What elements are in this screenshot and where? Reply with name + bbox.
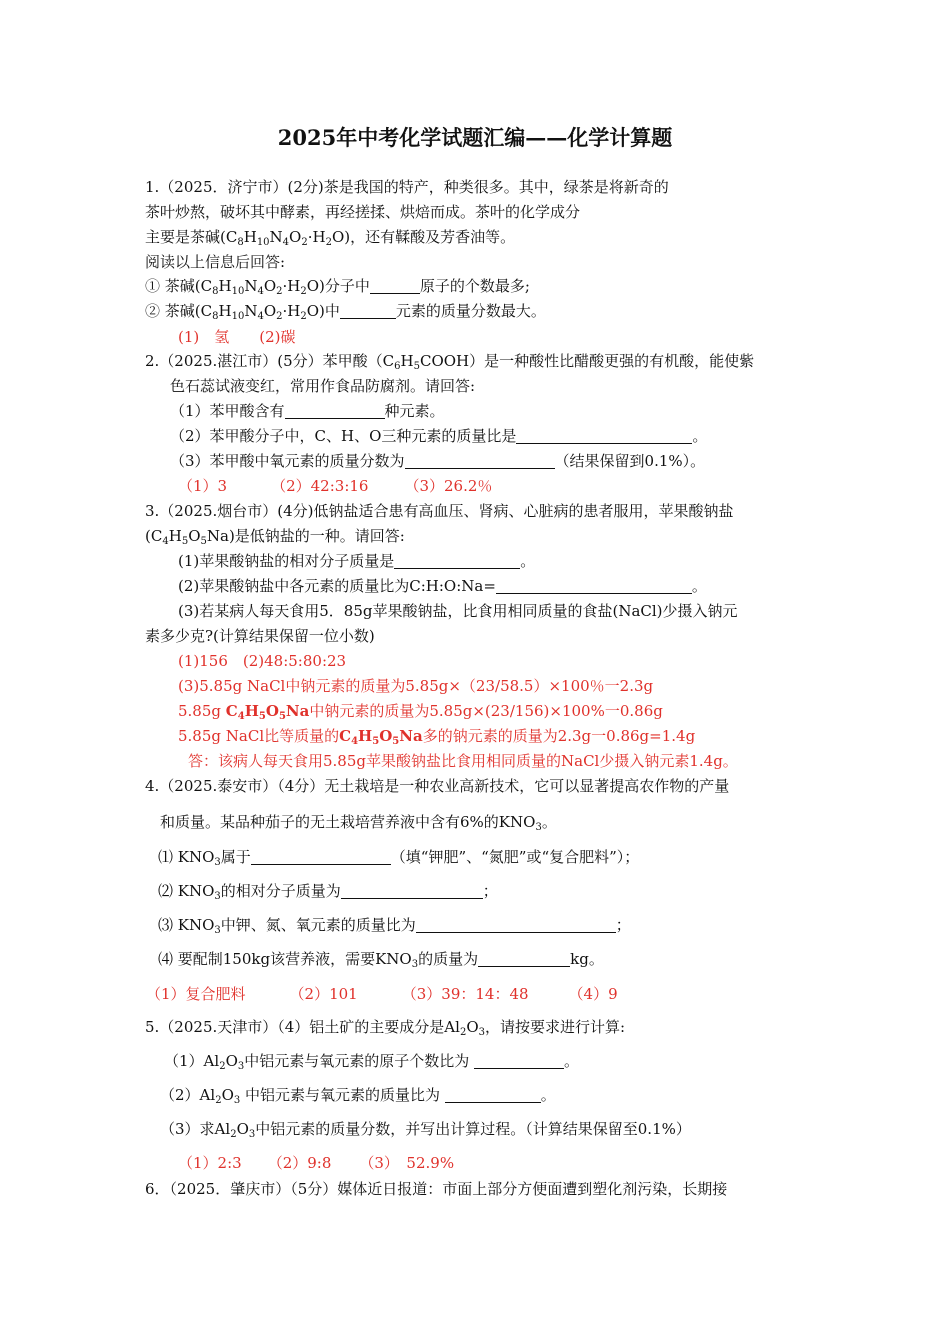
q1-text-2: 茶叶炒熬，破坏其中酵素，再经搓揉、烘焙而成。茶叶的化学成分: [145, 203, 581, 221]
q4-answer-1: （1）复合肥料: [146, 985, 246, 1003]
q4-s3-mid: 中钾、氮、氧元素的质量比为: [220, 916, 416, 934]
answer-blank[interactable]: [340, 303, 396, 319]
q2-s1-pre: （1）苯甲酸含有: [170, 402, 285, 420]
q3-answer-5-text: 答：该病人每天食用5.85g苹果酸钠盐比食用相同质量的NaCl少摄入钠元素1.4g。: [188, 752, 738, 770]
q4-text-2b: 。: [541, 813, 557, 831]
q5-answers: [178, 1153, 454, 1173]
q3-s1-pre: (1)苹果酸钠盐的相对分子质量是: [178, 552, 395, 570]
answer-blank[interactable]: [370, 278, 420, 294]
answer-blank[interactable]: [405, 453, 555, 469]
q3-text-1: 3.（2025.烟台市）(4分)低钠盐适合患有高血压、肾病、心脏病的患者服用，苹果酸钠盐: [145, 502, 734, 520]
q2-s3-post: （结果保留到0.1%）。: [554, 452, 706, 470]
q2-text-1c: COOH）是一种酸性比醋酸更强的有机酸，能使紫: [419, 352, 755, 370]
answer-blank[interactable]: [445, 1087, 541, 1103]
answer-blank[interactable]: [516, 428, 692, 444]
q2-s2-pre: （2）苯甲酸分子中，C、H、O三种元素的质量比是: [170, 427, 517, 445]
q1-s1-mid: )分子中: [319, 277, 370, 295]
q3-text-3b: 素多少克?(计算结果保留一位小数): [145, 627, 375, 645]
answer-blank[interactable]: [474, 1053, 564, 1069]
q3-answer-4b: 多的钠元素的质量为2.3g一0.86g=1.4g: [422, 727, 696, 745]
q5-s1-pre: （1）Al: [164, 1052, 220, 1070]
q3-sub-3-cont: [145, 626, 375, 646]
q3-answer-4: 5.85g NaCl比等质量的$C_4H_5O_5Na$多的钠元素的质量为2.3g一0.86g=1.4g: [178, 727, 696, 747]
q4-answer-2: （2）101: [289, 985, 358, 1003]
q4-answers: [146, 984, 618, 1004]
q4-sub-1: ⑴ $KNO_3$属于 （填“钾肥”、“氮肥”或“复合肥料”）；: [158, 848, 640, 868]
q3-answer-4a: 5.85g NaCl比等质量的: [178, 727, 340, 745]
q1-text-1: 1.（2025．济宁市）(2分)茶是我国的特产，种类很多。其中，绿茶是将新奇的: [145, 178, 669, 196]
q2-text-1b: H: [400, 352, 414, 370]
q1-line-2: [145, 202, 580, 222]
q2-text-2: 色石蕊试液变红，常用作食品防腐剂。请回答:: [170, 377, 476, 395]
q1-text-3a: 主要是茶碱(: [145, 228, 226, 246]
q2-sub-2: [170, 426, 707, 446]
q4-s2-mid: 的相对分子质量为: [220, 882, 341, 900]
q5-s3-pre: （3）求Al: [160, 1120, 231, 1138]
q4-s1-pre: ⑴ KNO: [158, 848, 215, 866]
q1-s2-mid: )中: [319, 302, 340, 320]
q4-sub-4: ⑷ 要配制150kg该营养液，需要$KNO_3$的质量为 kg。: [158, 950, 604, 970]
q3-sub-2: [178, 576, 707, 596]
q4-answer-3: （3）39：14：48: [401, 985, 529, 1003]
q3-answer-3b: 中钠元素的质量为5.85g×(23/156)×100%一0.86g: [309, 702, 663, 720]
q6-text-1: 6．（2025．肇庆市）（5分）媒体近日报道：市面上部分方便面遭到塑化剂污染，长期接: [145, 1180, 728, 1198]
q1-answer-1: (1) 氢: [178, 328, 230, 346]
q5-answer-3: （3） 52.9%: [359, 1154, 455, 1172]
q4-line-2: 和质量。某品种茄子的无土栽培营养液中含有6%的$KNO_3$。: [160, 813, 557, 833]
q2-answer-3: （3）26.2％: [404, 477, 493, 495]
q4-s2-post: ；: [482, 882, 498, 900]
q4-s4-post: kg。: [570, 950, 604, 968]
q4-sub-3: ⑶ $KNO_3$中钾、氮、氧元素的质量比为 ；: [158, 916, 631, 936]
q4-s4-mid: 的质量为: [418, 950, 479, 968]
q4-s3-pre: ⑶ KNO: [158, 916, 215, 934]
q3-s2-post: 。: [691, 577, 707, 595]
q5-text-1a: 5.（2025.天津市）（4）铝土矿的主要成分是Al: [145, 1018, 460, 1036]
q4-s3-post: ；: [615, 916, 631, 934]
q1-s1-pre: ① 茶碱(: [145, 277, 201, 295]
q1-text-4: 阅读以上信息后回答:: [145, 253, 286, 271]
q3-text-3: (3)若某病人每天食用5．85g苹果酸钠盐，比食用相同质量的食盐(NaCl)少摄入钠元: [178, 602, 738, 620]
q3-line-1: [145, 501, 734, 521]
q5-text-1b: ，请按要求进行计算:: [485, 1018, 626, 1036]
q1-line-1: [145, 177, 669, 197]
answer-blank[interactable]: [341, 883, 483, 899]
q1-answers: [178, 327, 296, 347]
q3-line-2: $(C_4H_5O_5Na)$是低钠盐的一种。请回答:: [145, 527, 405, 547]
q1-sub-1: [145, 276, 530, 296]
q2-line-2: [170, 376, 475, 396]
q4-line-1: [145, 776, 729, 796]
q1-s2-post: 元素的质量分数最大。: [395, 302, 546, 320]
q2-s3-pre: （3）苯甲酸中氧元素的质量分数为: [170, 452, 405, 470]
q3-answer-3a: 5.85g: [178, 702, 226, 720]
q4-s1-mid: 属于: [220, 848, 251, 866]
q3-s2-pre: (2)苹果酸钠盐中各元素的质量比为C:H:O:Na=: [178, 577, 496, 595]
caffeine-formula: $C_8H_{10}N_4O_2\cdot H_2O$: [200, 277, 320, 297]
q1-line-3: [145, 227, 515, 247]
q5-s2-pre: （2）Al: [160, 1086, 216, 1104]
q2-answers: [178, 476, 492, 496]
q1-answer-2: (2)碳: [259, 328, 296, 346]
caffeine-formula: $C_8H_{10}N_4O_2\cdot H_2O$: [225, 228, 345, 248]
q2-text-1a: 2.（2025.湛江市）(5分）苯甲酸（C: [145, 352, 395, 370]
q5-s1-post: 。: [564, 1052, 580, 1070]
answer-blank[interactable]: [251, 849, 391, 865]
q3-sub-3: [178, 601, 738, 621]
q5-answer-2: （2）9:8: [267, 1154, 332, 1172]
q2-answer-1: （1）3: [178, 477, 228, 495]
answer-blank[interactable]: [416, 917, 616, 933]
q6-line-1: [145, 1179, 727, 1199]
q3-answer-3: 5.85g $C_4H_5O_5Na$中钠元素的质量为5.85g×(23/156)×100%一0.86g: [178, 702, 663, 722]
answer-blank[interactable]: [478, 951, 570, 967]
q4-text-2: 和质量。某品种茄子的无土栽培营养液中含有6%的KNO: [160, 813, 536, 831]
q5-s1-mid: 中铝元素与氧元素的原子个数比为: [244, 1052, 475, 1070]
answer-blank[interactable]: [496, 578, 692, 594]
q3-s1-post: 。: [520, 552, 536, 570]
q3-text-2a: (C: [145, 527, 163, 545]
q4-s4-pre: ⑷ 要配制150kg该营养液，需要KNO: [158, 950, 412, 968]
q2-line-1: 2.（2025.湛江市）(5分）苯甲酸$(C_6H_5COOH)$是一种酸性比醋酸更强的有机酸，能使紫: [145, 352, 755, 372]
q3-text-2b: )是低钠盐的一种。请回答:: [228, 527, 405, 545]
q3-sub-1: [178, 551, 535, 571]
page-title: 2025年中考化学试题汇编——化学计算题: [277, 125, 673, 150]
q3-answer-5: [188, 751, 738, 771]
q4-text-1: 4.（2025.泰安市）（4分）无土栽培是一种农业高新技术，它可以显著提高农作物的产量: [145, 777, 730, 795]
q5-sub-3: （3）求$Al_2O_3$中铝元素的质量分数，并写出计算过程。（计算结果保留至0.1%）: [160, 1120, 691, 1140]
q1-s2-pre: ② 茶碱(: [145, 302, 201, 320]
q1-line-4: [145, 252, 285, 272]
q5-s2-mid: 中铝元素与氧元素的质量比为: [240, 1086, 445, 1104]
answer-blank[interactable]: [394, 553, 520, 569]
q2-s1-post: 种元素。: [384, 402, 445, 420]
q4-sub-2: ⑵ $KNO_3$的相对分子质量为 ；: [158, 882, 498, 902]
answer-blank[interactable]: [285, 403, 385, 419]
q1-s1-post: 原子的个数最多;: [419, 277, 530, 295]
q2-sub-1: [170, 401, 445, 421]
q3-answer-1-text: (1)156 (2)48:5:80:23: [178, 652, 347, 670]
q5-s2-post: 。: [540, 1086, 556, 1104]
q4-answer-4: （4）9: [568, 985, 618, 1003]
q2-answer-2: （2）42:3:16: [271, 477, 369, 495]
q4-s2-pre: ⑵ KNO: [158, 882, 215, 900]
q5-sub-2: $(2)Al_2O_3$ 中铝元素与氧元素的质量比为 。: [160, 1086, 556, 1106]
q5-sub-1: $(1)Al_2O_3$中铝元素与氧元素的原子个数比为 。: [164, 1052, 580, 1072]
caffeine-formula: $C_8H_{10}N_4O_2\cdot H_2O$: [200, 302, 320, 322]
q3-answer-2: [178, 676, 653, 696]
q5-answer-1: （1）2:3: [178, 1154, 242, 1172]
q5-s3-post: 中铝元素的质量分数，并写出计算过程。（计算结果保留至0.1%）: [255, 1120, 691, 1138]
q1-sub-2: [145, 301, 546, 321]
q3-answer-2-text: (3)5.85g NaCl中钠元素的质量为5.85g×（23/58.5）×100％一2.3g: [178, 677, 654, 695]
q2-sub-3: [170, 451, 705, 471]
q1-text-3b: )，还有鞣酸及芳香油等。: [344, 228, 516, 246]
q2-s2-post: 。: [692, 427, 708, 445]
q4-s1-post: （填“钾肥”、“氮肥”或“复合肥料”）；: [390, 848, 640, 866]
q5-line-1: 5.（2025.天津市）（4）铝土矿的主要成分是$Al_2O_3$，请按要求进行计算:: [145, 1018, 626, 1038]
q3-answer-1: [178, 651, 346, 671]
